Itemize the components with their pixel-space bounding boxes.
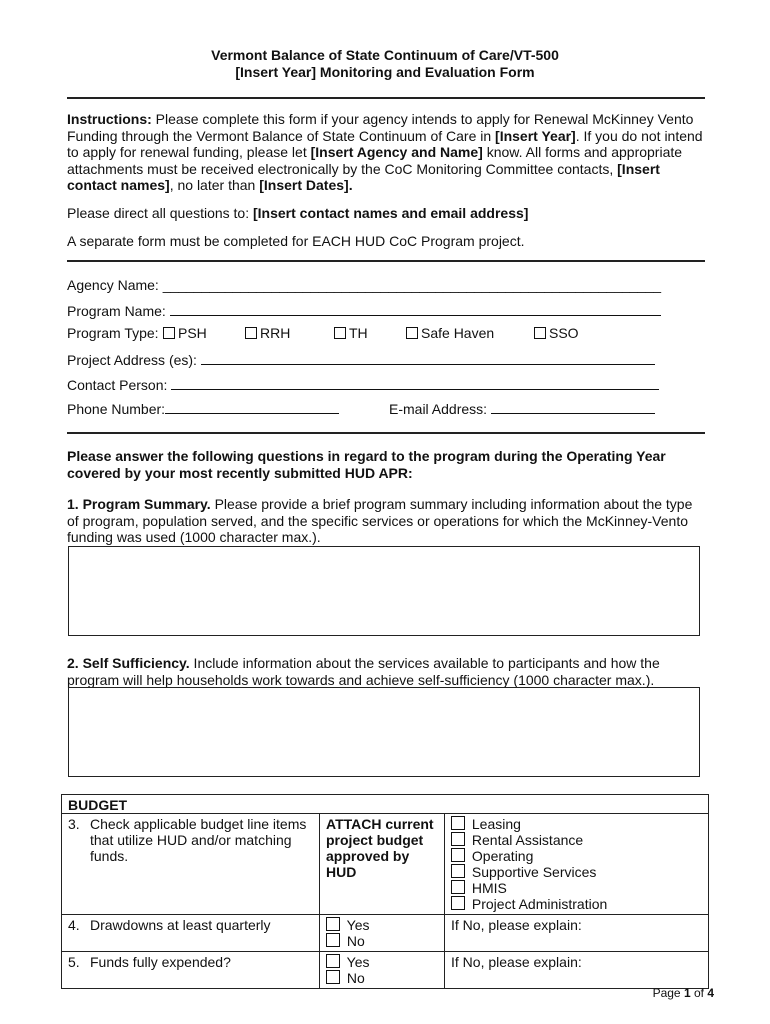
program-type-option-sso[interactable]: SSO bbox=[534, 325, 579, 341]
checkbox[interactable] bbox=[163, 327, 175, 339]
budget-item-5-text: Funds fully expended? bbox=[90, 954, 231, 970]
item-4-no[interactable]: No bbox=[326, 933, 438, 949]
checkbox[interactable] bbox=[451, 848, 465, 862]
item-5-yes[interactable]: Yes bbox=[326, 954, 438, 970]
contact-person-row bbox=[67, 375, 659, 393]
phone-field[interactable] bbox=[165, 399, 339, 414]
checkbox[interactable] bbox=[451, 832, 465, 846]
email-row bbox=[389, 399, 655, 417]
instructions-label: Instructions: bbox=[67, 111, 152, 127]
project-address-field[interactable] bbox=[201, 350, 655, 365]
line-item-hmis[interactable]: HMIS bbox=[451, 880, 702, 896]
budget-item-4: 4. Drawdowns at least quarterly bbox=[62, 915, 320, 952]
agency-name-row bbox=[67, 277, 661, 293]
page-number: Page 1 of 4 bbox=[652, 986, 714, 1000]
item-5-explain[interactable]: If No, please explain: bbox=[445, 952, 709, 989]
separate-form-text: A separate form must be completed for EACH HUD CoC Program project. bbox=[67, 233, 525, 249]
q2-title: 2. Self Sufficiency. bbox=[67, 655, 190, 671]
budget-item-5: 5. Funds fully expended? bbox=[62, 952, 320, 989]
checkbox[interactable] bbox=[534, 327, 546, 339]
line-item-rental-assistance[interactable]: Rental Assistance bbox=[451, 832, 702, 848]
instructions-paragraph: Instructions: Please complete this form if your agency intends to apply for Renewal McKinney Vento Funding through the Vermont Balance of State Continuum of Care in [Insert Year]. If you do not intend to apply for renewal funding, please let [Insert Agency and Name] know. All forms and appropriate attachments must be received electronically by the CoC Monitoring Committee contacts, [Insert contact names], no later than [Insert Dates]. bbox=[67, 111, 703, 193]
attach-budget-note: ATTACH current project budget approved by HUD bbox=[320, 814, 445, 915]
form-title-line1: Vermont Balance of State Continuum of Care/VT-500 bbox=[211, 47, 559, 63]
q2-prompt: 2. Self Sufficiency. Include information about the services available to participants and how the program will help households work towards and achieve self-sufficiency (1000 character max.). bbox=[67, 655, 660, 688]
checkbox[interactable] bbox=[326, 917, 340, 931]
phone-row bbox=[67, 399, 339, 417]
divider bbox=[67, 260, 705, 262]
questions-intro: Please answer the following questions in regard to the program during the Operating Year covered by your most recently submitted HUD APR: bbox=[67, 448, 666, 481]
program-type-label: Program Type: bbox=[67, 325, 159, 341]
program-name-field[interactable] bbox=[170, 301, 661, 316]
program-name-label: Program Name: bbox=[67, 303, 170, 319]
budget-item-3: 3. Check applicable budget line items that utilize HUD and/or matching funds. bbox=[62, 814, 320, 915]
line-item-supportive-services[interactable]: Supportive Services bbox=[451, 864, 702, 880]
checkbox[interactable] bbox=[326, 933, 340, 947]
contact-person-label: Contact Person: bbox=[67, 377, 172, 393]
agency-name-field[interactable]: ________________________________________________________________ bbox=[162, 277, 662, 293]
budget-table bbox=[61, 794, 709, 989]
checkbox[interactable] bbox=[245, 327, 257, 339]
agency-name-label: Agency Name: bbox=[67, 277, 163, 293]
budget-line-items bbox=[445, 814, 709, 915]
item-4-yes[interactable]: Yes bbox=[326, 917, 438, 933]
q1-prompt: 1. Program Summary. Please provide a brief program summary including information about the type of program, population served, and the specific services or operations for which the McKinney-Vento funding was used (1000 character max.). bbox=[67, 496, 693, 545]
checkbox[interactable] bbox=[451, 816, 465, 830]
program-name-row bbox=[67, 301, 661, 319]
email-label: E-mail Address: bbox=[389, 401, 491, 417]
phone-label: Phone Number: bbox=[67, 401, 166, 417]
line-item-operating[interactable]: Operating bbox=[451, 848, 702, 864]
q1-title: 1. Program Summary. bbox=[67, 496, 211, 512]
checkbox[interactable] bbox=[326, 954, 340, 968]
checkbox[interactable] bbox=[451, 896, 465, 910]
item-5-options bbox=[320, 952, 445, 989]
item-4-explain[interactable]: If No, please explain: bbox=[445, 915, 709, 952]
program-type-option-th[interactable]: TH bbox=[334, 325, 368, 341]
budget-item-4-text: Drawdowns at least quarterly bbox=[90, 917, 271, 933]
project-address-label: Project Address (es): bbox=[67, 352, 201, 368]
item-5-no[interactable]: No bbox=[326, 970, 438, 986]
form-title-line2: [Insert Year] Monitoring and Evaluation Form bbox=[235, 64, 535, 80]
q1-answer-box[interactable] bbox=[68, 546, 700, 636]
budget-heading: BUDGET bbox=[62, 795, 709, 814]
checkbox[interactable] bbox=[451, 880, 465, 894]
line-item-project-administration[interactable]: Project Administration bbox=[451, 896, 702, 912]
program-type-row bbox=[67, 325, 707, 341]
email-field[interactable] bbox=[491, 399, 655, 414]
program-type-option-rrh[interactable]: RRH bbox=[245, 325, 290, 341]
direct-questions-text: Please direct all questions to: [Insert contact names and email address] bbox=[67, 205, 529, 221]
program-type-option-psh[interactable]: PSH bbox=[163, 325, 207, 341]
item-4-options bbox=[320, 915, 445, 952]
divider bbox=[67, 432, 705, 434]
checkbox[interactable] bbox=[326, 970, 340, 984]
program-type-option-safe-haven[interactable]: Safe Haven bbox=[406, 325, 494, 341]
project-address-row bbox=[67, 350, 655, 368]
line-item-leasing[interactable]: Leasing bbox=[451, 816, 702, 832]
divider bbox=[67, 97, 705, 99]
budget-item-3-text: Check applicable budget line items that utilize HUD and/or matching funds. bbox=[90, 816, 307, 864]
q2-answer-box[interactable] bbox=[68, 687, 700, 777]
checkbox[interactable] bbox=[451, 864, 465, 878]
checkbox[interactable] bbox=[406, 327, 418, 339]
checkbox[interactable] bbox=[334, 327, 346, 339]
contact-person-field[interactable] bbox=[171, 375, 659, 390]
